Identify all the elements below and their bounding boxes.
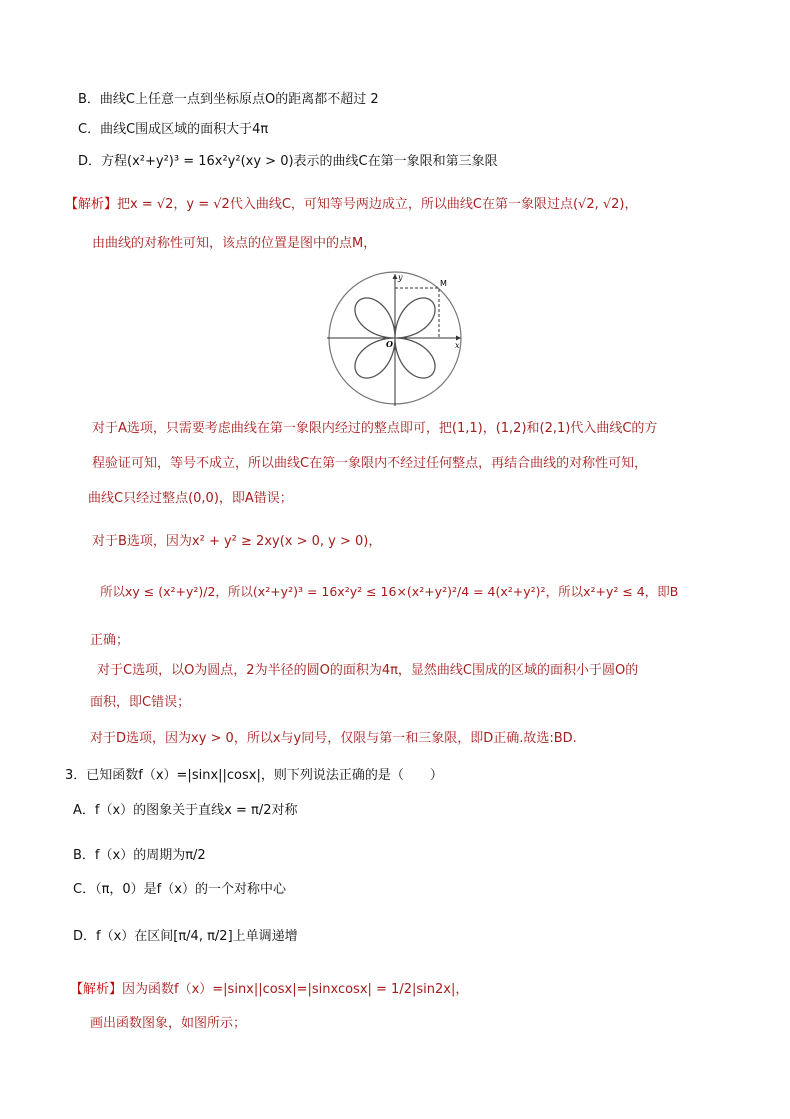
- q3-analysis-line-1: [70, 981, 468, 999]
- analysis-b-line-2: 所以xy ≤ (x²+y²)/2，所以(x²+y²)³ = 16x²y² ≤ 16×(x²+y²)²/4 = 4(x²+y²)²，所以x²+y² ≤ 4，即B: [100, 584, 679, 599]
- analysis-text-1: 把x = √2，y = √2代入曲线C，可知等号两边成立，所以曲线C在第一象限过点(√2, √2)，: [117, 197, 638, 212]
- question-3: 3．已知函数f（x）=|sinx||cosx|，则下列说法正确的是（ ）: [65, 768, 443, 783]
- q3-option-d: D．f（x）在区间[π/4, π/2]上单调递增: [73, 929, 298, 944]
- x-axis-label: x: [455, 341, 460, 350]
- analysis-a-line-1: 对于A选项，只需要考虑曲线在第一象限内经过的整点即可，把(1,1)，(1,2)和(2,1)代入曲线C的方: [92, 421, 658, 436]
- y-axis-label: y: [398, 273, 403, 282]
- q3-analysis-text: 因为函数f（x）=|sinx||cosx|=|sinxcosx| = 1/2|sin2x|，: [122, 982, 469, 997]
- curve-figure: [325, 268, 465, 408]
- option-b: B．曲线C上任意一点到坐标原点O的距离都不超过 2: [78, 92, 379, 107]
- analysis-b-line-1: 对于B选项，因为x² + y² ≥ 2xy(x > 0, y > 0)，: [92, 534, 382, 549]
- q3-option-a: A．f（x）的图象关于直线x = π/2对称: [73, 803, 298, 818]
- analysis-c-line-1: 对于C选项，以O为圆点，2为半径的圆O的面积为4π，显然曲线C围成的区域的面积小于圆O的: [97, 663, 639, 678]
- analysis-line-2: 由曲线的对称性可知，该点的位置是图中的点M，: [92, 236, 377, 251]
- y-axis-arrow: [393, 274, 398, 279]
- analysis-tag: 【解析】: [65, 197, 118, 212]
- origin-label: O: [386, 339, 393, 349]
- analysis-d-line: 对于D选项，因为xy > 0，所以x与y同号，仅限与第一和三象限，即D正确.故选:BD.: [90, 731, 577, 746]
- q3-analysis-line-2: 画出函数图象，如图所示；: [90, 1016, 247, 1031]
- analysis-c-line-2: 面积，即C错误；: [90, 695, 191, 710]
- point-m-label: M: [440, 279, 447, 288]
- q3-option-b: B．f（x）的周期为π/2: [73, 848, 206, 863]
- q3-analysis-tag: 【解析】: [70, 982, 123, 997]
- option-c: C．曲线C围成区域的面积大于4π: [78, 122, 269, 137]
- analysis-a-line-2: 程验证可知，等号不成立，所以曲线C在第一象限内不经过任何整点，再结合曲线的对称性可知，: [92, 456, 648, 471]
- analysis-line-1: [65, 196, 638, 214]
- q3-option-c: C．（π，0）是f（x）的一个对称中心: [73, 882, 286, 897]
- analysis-a-line-3: 曲线C只经过整点(0,0)，即A错误；: [88, 491, 293, 506]
- x-axis-arrow: [456, 336, 461, 341]
- option-d: D．方程(x²+y²)³ = 16x²y²(xy > 0)表示的曲线C在第一象限和第三象限: [78, 154, 498, 169]
- analysis-b-line-3: 正确；: [90, 633, 130, 648]
